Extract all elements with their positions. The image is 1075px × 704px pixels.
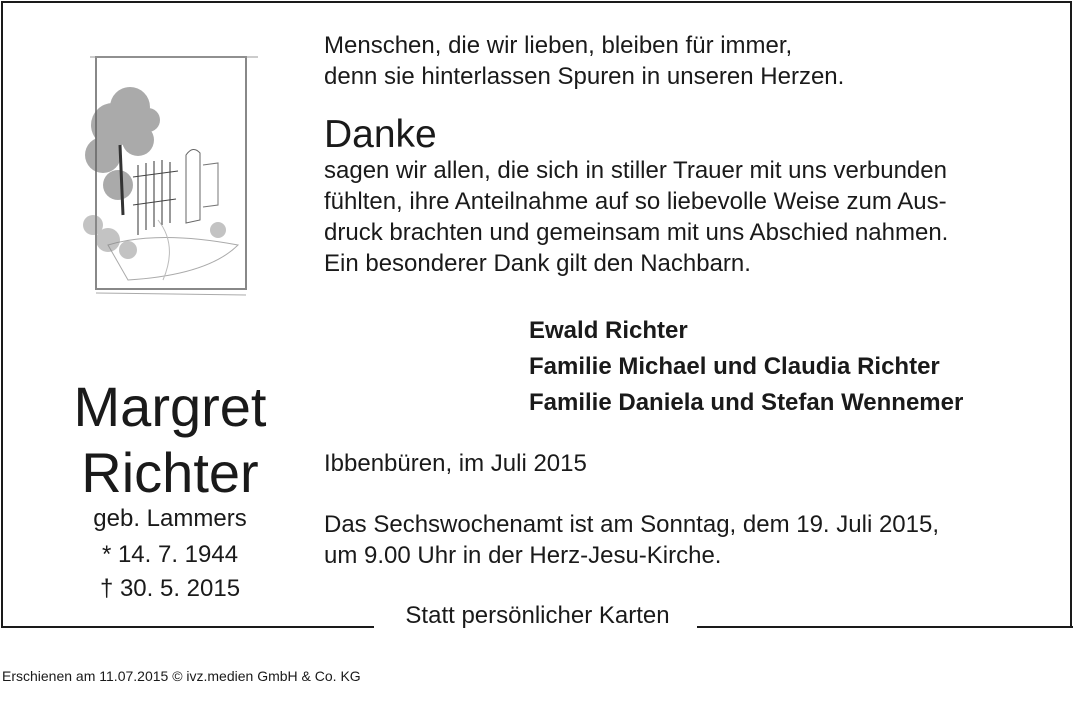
mass-line: um 9.00 Uhr in der Herz-Jesu-Kirche.: [324, 542, 722, 569]
thanks-line: druck brachten und gemeinsam mit uns Abschied nahmen.: [324, 219, 949, 246]
publication-note: Erschienen am 11.07.2015 © ivz.medien GmbH & Co. KG: [2, 668, 361, 684]
signer: Familie Daniela und Stefan Wennemer: [529, 389, 964, 416]
quote-line: denn sie hinterlassen Spuren in unseren Herzen.: [324, 63, 845, 90]
garden-gate-sketch-icon: [68, 45, 273, 315]
deceased-birth-name: geb. Lammers: [93, 505, 247, 532]
signers: [529, 313, 963, 421]
deceased-birth-date: * 14. 7. 1944: [101, 541, 239, 568]
deceased-death-date: † 30. 5. 2015: [99, 575, 241, 602]
mass-line: Das Sechswochenamt ist am Sonntag, dem 19. Juli 2015,: [324, 511, 939, 538]
deceased-last-name: Richter: [81, 441, 259, 504]
thanks-line: fühlten, ihre Anteilnahme auf so liebevolle Weise zum Aus-: [324, 188, 947, 215]
frame-bottom-line-left: [1, 626, 374, 628]
thanks-heading: Danke: [324, 113, 437, 156]
memorial-mass-info: [324, 509, 1024, 571]
quote-line: Menschen, die wir lieben, bleiben für immer,: [324, 32, 793, 59]
signer: Familie Michael und Claudia Richter: [529, 353, 940, 380]
place-date: Ibbenbüren, im Juli 2015: [324, 450, 587, 477]
footer-note: Statt persönlicher Karten: [405, 602, 670, 629]
thanks-text: [324, 155, 1024, 279]
frame-bottom-line-right: [697, 626, 1073, 628]
thanks-line: sagen wir allen, die sich in stiller Trauer mit uns verbunden: [324, 157, 947, 184]
thanks-line: Ein besonderer Dank gilt den Nachbarn.: [324, 250, 751, 277]
quote: [324, 30, 1024, 92]
deceased-first-name: Margret: [73, 375, 267, 438]
signer: Ewald Richter: [529, 317, 688, 344]
